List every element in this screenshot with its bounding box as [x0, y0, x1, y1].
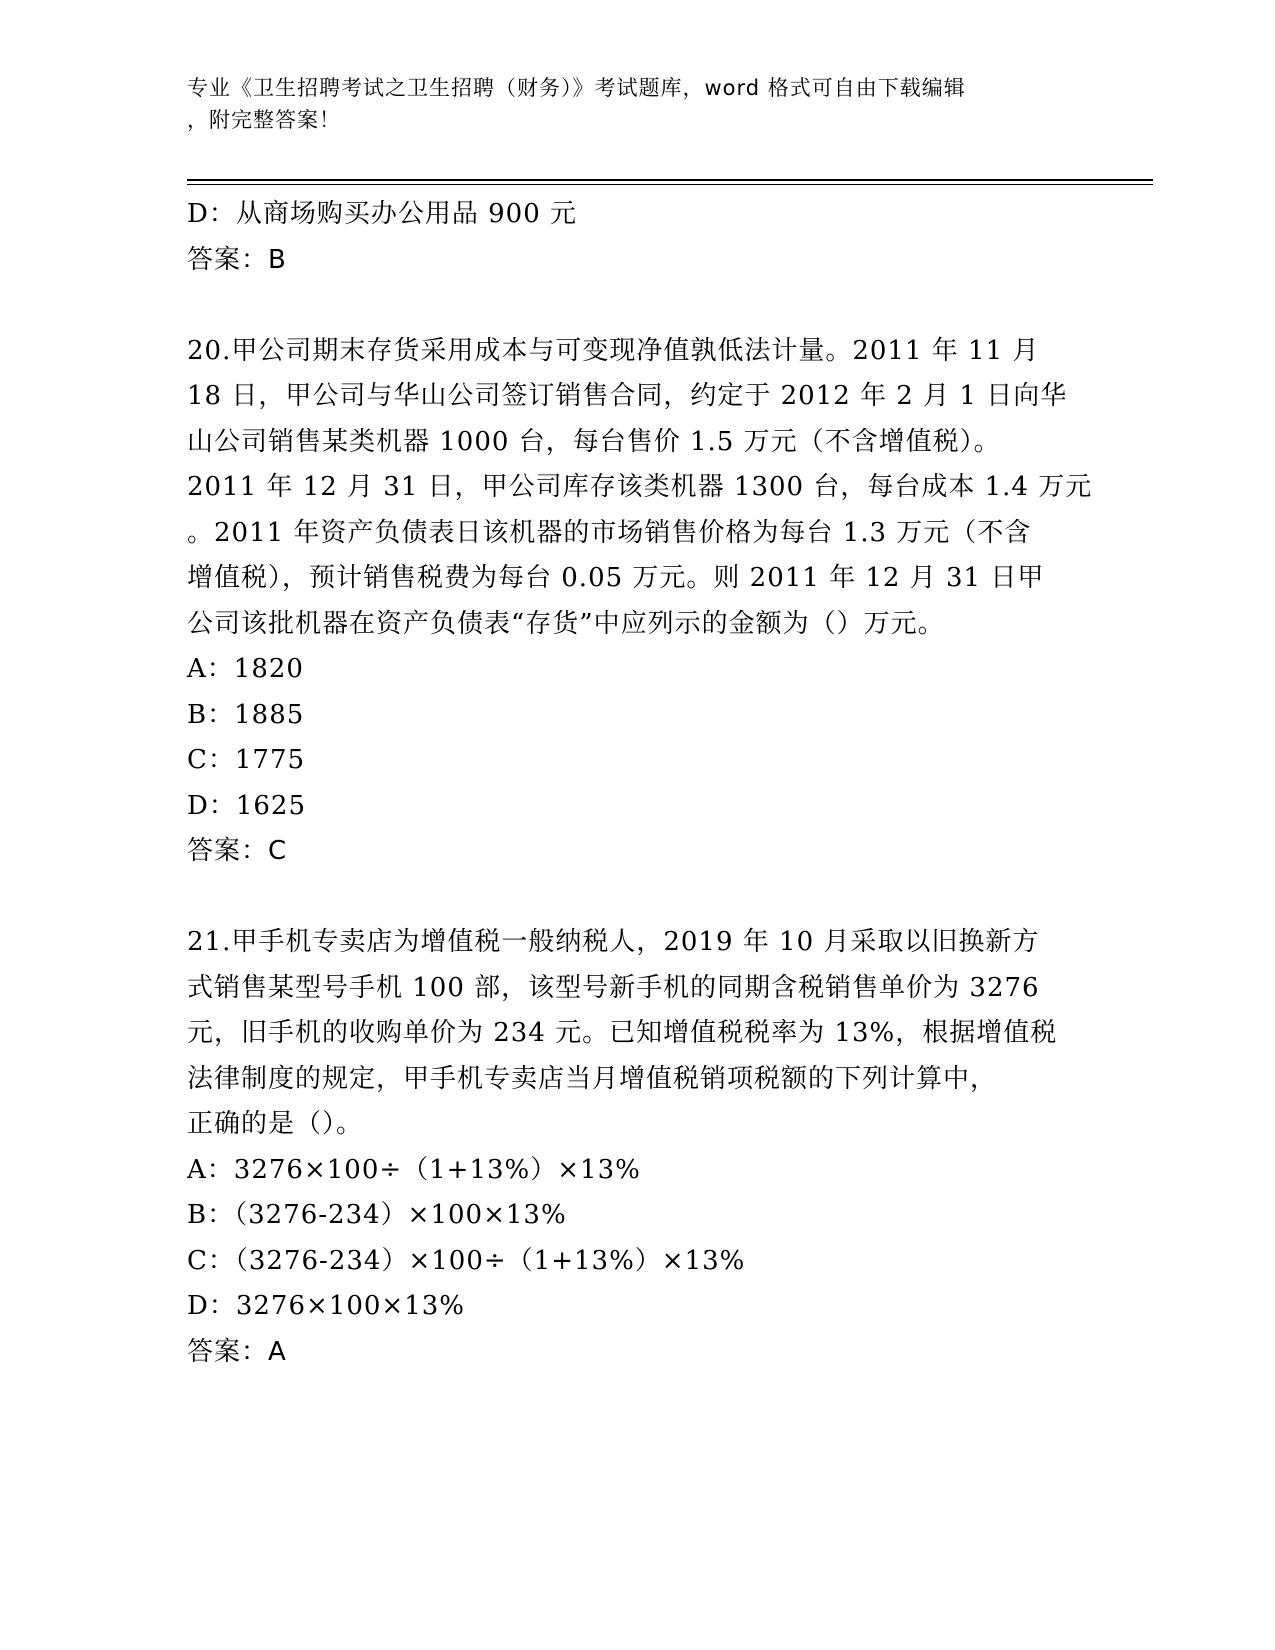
q20-stem-line: 增值税），预计销售税费为每台 0.05 万元。则 2011 年 12 月 31 日甲	[187, 563, 1045, 593]
q21-stem-line: 21.甲手机专卖店为增值税一般纳税人，2019 年 10 月采取以旧换新方	[187, 927, 1040, 957]
q20-option-d: D：1625	[187, 790, 307, 821]
q20-option-a: A：1820	[187, 654, 304, 684]
header-divider-thin	[187, 184, 1153, 185]
prev-option-d: D：从商场购买办公用品 900 元	[187, 199, 578, 229]
q20-stem-line: 20.甲公司期末存货采用成本与可变现净值孰低法计量。2011 年 11 月	[187, 335, 1040, 366]
q20-stem-line: 。2011 年资产负债表日该机器的市场销售价格为每台 1.3 万元（不含	[187, 517, 1032, 548]
header-line-2: ，附完整答案！	[187, 108, 341, 132]
q20-stem-line: 公司该批机器在资产负债表“存货”中应列示的金额为（）万元。	[187, 608, 945, 639]
prev-answer: 答案：B	[187, 244, 287, 275]
q21-option-d: D：3276×100×13%	[187, 1291, 465, 1321]
header-line-1: 专业《卫生招聘考试之卫生招聘（财务）》考试题库，word 格式可自由下载编辑	[187, 76, 966, 100]
q20-option-b: B：1885	[187, 699, 305, 730]
q20-option-c: C：1775	[187, 745, 306, 775]
q21-option-a: A：3276×100÷（1+13%）×13%	[187, 1154, 641, 1185]
spacer	[187, 283, 1087, 329]
question-20	[187, 329, 1093, 875]
q21-stem-line: 正确的是（）。	[187, 1109, 364, 1139]
q21-option-c: C：（3276-234）×100÷（1+13%）×13%	[187, 1245, 746, 1276]
q21-answer: 答案：A	[187, 1336, 287, 1367]
q20-stem-line: 2011 年 12 月 31 日，甲公司库存该类机器 1300 台，每台成本 1.4 万元	[187, 472, 1093, 502]
q20-stem-line: 山公司销售某类机器 1000 台，每台售价 1.5 万元（不含增值税）。	[187, 426, 1001, 457]
q21-stem-line: 式销售某型号手机 100 部，该型号新手机的同期含税销售单价为 3276	[187, 972, 1040, 1003]
spacer	[187, 875, 1087, 921]
q21-option-b: B：（3276-234）×100×13%	[187, 1200, 567, 1230]
q21-stem-line: 法律制度的规定，甲手机专卖店当月增值税销项税额的下列计算中，	[187, 1063, 998, 1094]
document-body	[187, 192, 1093, 1375]
q21-stem-line: 元，旧手机的收购单价为 234 元。已知增值税税率为 13%，根据增值税	[187, 1018, 1058, 1048]
document-header	[187, 72, 1077, 136]
q20-answer: 答案：C	[187, 836, 288, 866]
question-21	[187, 920, 1087, 1375]
header-divider-thick	[187, 179, 1153, 181]
q20-stem-line: 18 日，甲公司与华山公司签订销售合同，约定于 2012 年 2 月 1 日向华	[187, 381, 1068, 411]
